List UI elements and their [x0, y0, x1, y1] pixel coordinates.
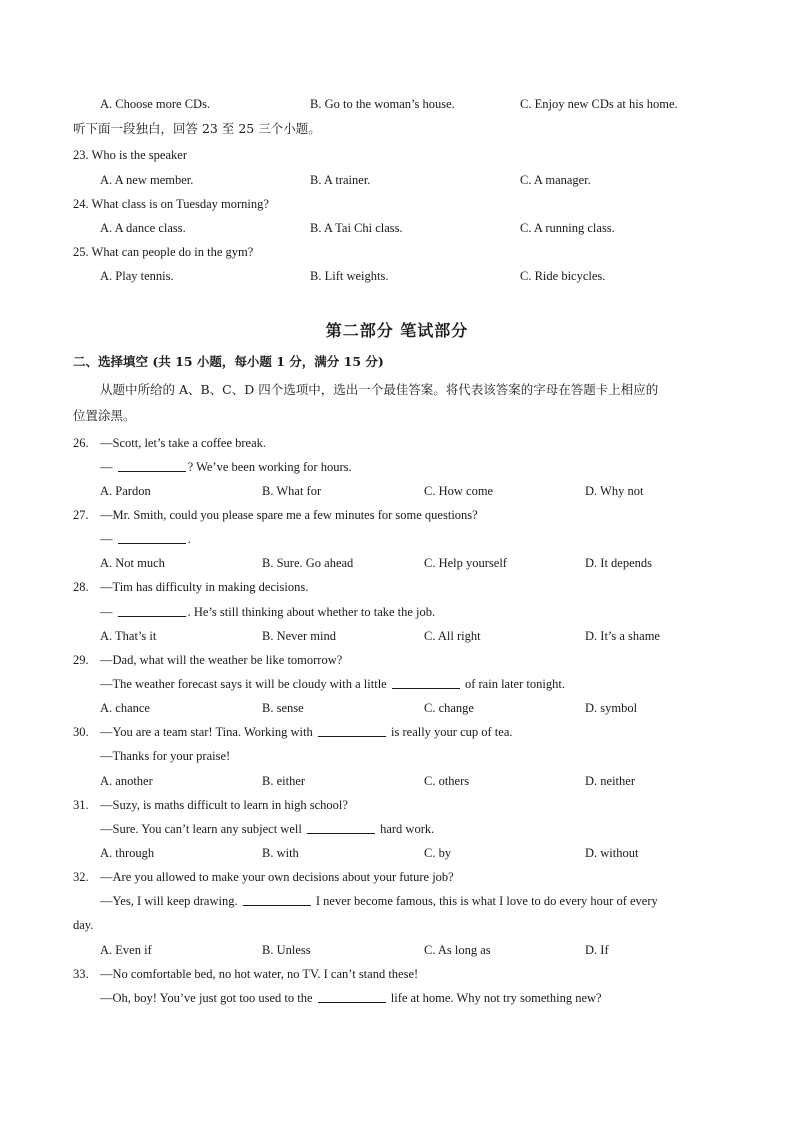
q32-number: 32. — [73, 870, 89, 884]
answer-blank — [118, 604, 186, 617]
q29-option-c: C. change — [424, 701, 474, 715]
q33-line-1: —No comfortable bed, no hot water, no TV. I can’t stand these! — [100, 967, 419, 981]
q32-line-3: day. — [73, 918, 94, 932]
q24-option-c: C. A running class. — [520, 221, 615, 235]
q33-line-2: —Oh, boy! You’ve just got too used to the life at home. Why not try something new? — [100, 991, 602, 1005]
q29-option-a: A. chance — [100, 701, 150, 715]
q32-line-2: —Yes, I will keep drawing. I never become famous, this is what I love to do every hour of every — [100, 894, 658, 908]
q28-option-d: D. It’s a shame — [585, 629, 660, 643]
q27-option-a: A. Not much — [100, 556, 165, 570]
part-title: 第二部分 笔试部分 — [325, 321, 469, 340]
q24-option-a: A. A dance class. — [100, 221, 186, 235]
q26-line-1: —Scott, let’s take a coffee break. — [100, 436, 267, 450]
q28-option-b: B. Never mind — [262, 629, 336, 643]
q27-option-b: B. Sure. Go ahead — [262, 556, 354, 570]
q23-stem: 23. Who is the speaker — [73, 148, 187, 162]
q25-stem: 25. What can people do in the gym? — [73, 245, 254, 259]
q26-number: 26. — [73, 436, 89, 450]
q26-line-2: — ? We’ve been working for hours. — [100, 460, 352, 474]
answer-blank — [307, 821, 375, 834]
q28-option-c: C. All right — [424, 629, 481, 643]
q22-option-c: C. Enjoy new CDs at his home. — [520, 97, 678, 111]
q24-stem: 24. What class is on Tuesday morning? — [73, 197, 269, 211]
q29-line-2: —The weather forecast says it will be cloudy with a little of rain later tonight. — [100, 677, 565, 691]
q33-number: 33. — [73, 967, 89, 981]
instruction-line-2: 位置涂黑。 — [73, 408, 136, 423]
q27-line-2: — . — [100, 532, 191, 546]
q30-line-1: —You are a team star! Tina. Working with is really your cup of tea. — [100, 725, 513, 739]
q29-line-1: —Dad, what will the weather be like tomorrow? — [100, 653, 343, 667]
q31-line-2: —Sure. You can’t learn any subject well hard work. — [100, 822, 435, 836]
instruction-line-1: 从题中所给的 A、B、C、D 四个选项中，选出一个最佳答案。将代表该答案的字母在答题卡上相应的 — [100, 382, 659, 397]
q27-option-c: C. Help yourself — [424, 556, 507, 570]
q30-line-2: —Thanks for your praise! — [100, 749, 231, 763]
q30-option-c: C. others — [424, 774, 470, 788]
q24-option-b: B. A Tai Chi class. — [310, 221, 403, 235]
q32-option-d: D. If — [585, 943, 609, 957]
q23-option-a: A. A new member. — [100, 173, 194, 187]
q22-option-b: B. Go to the woman’s house. — [310, 97, 455, 111]
q31-number: 31. — [73, 798, 89, 812]
q30-option-b: B. either — [262, 774, 306, 788]
q31-option-b: B. with — [262, 846, 299, 860]
answer-blank — [118, 459, 186, 472]
q28-option-a: A. That’s it — [100, 629, 157, 643]
q29-option-b: B. sense — [262, 701, 304, 715]
q29-option-d: D. symbol — [585, 701, 638, 715]
q26-option-b: B. What for — [262, 484, 322, 498]
q26-option-c: C. How come — [424, 484, 494, 498]
answer-blank — [243, 893, 311, 906]
q26-option-d: D. Why not — [585, 484, 644, 498]
q31-option-d: D. without — [585, 846, 639, 860]
q26-option-a: A. Pardon — [100, 484, 151, 498]
q28-number: 28. — [73, 580, 89, 594]
q30-option-d: D. neither — [585, 774, 635, 788]
q23-option-b: B. A trainer. — [310, 173, 371, 187]
q28-line-2: — . He’s still thinking about whether to take the job. — [100, 605, 436, 619]
q28-line-1: —Tim has difficulty in making decisions. — [100, 580, 309, 594]
q29-number: 29. — [73, 653, 89, 667]
q30-option-a: A. another — [100, 774, 153, 788]
q32-option-c: C. As long as — [424, 943, 491, 957]
q22-option-a: A. Choose more CDs. — [100, 97, 211, 111]
q30-number: 30. — [73, 725, 89, 739]
q25-option-a: A. Play tennis. — [100, 269, 174, 283]
q27-line-1: —Mr. Smith, could you please spare me a few minutes for some questions? — [100, 508, 478, 522]
answer-blank — [118, 531, 186, 544]
q32-line-1: —Are you allowed to make your own decisions about your future job? — [100, 870, 454, 884]
answer-blank — [318, 724, 386, 737]
q23-option-c: C. A manager. — [520, 173, 591, 187]
q31-option-a: A. through — [100, 846, 155, 860]
answer-blank — [392, 676, 460, 689]
answer-blank — [318, 990, 386, 1003]
q31-line-1: —Suzy, is maths difficult to learn in high school? — [100, 798, 348, 812]
q27-number: 27. — [73, 508, 89, 522]
q27-option-d: D. It depends — [585, 556, 652, 570]
q32-option-a: A. Even if — [100, 943, 152, 957]
q25-option-b: B. Lift weights. — [310, 269, 389, 283]
section-heading: 二、选择填空 (共 15 小题，每小题 1 分，满分 15 分) — [73, 354, 384, 369]
monologue-instruction: 听下面一段独白，回答 23 至 25 三个小题。 — [73, 121, 321, 136]
q32-option-b: B. Unless — [262, 943, 311, 957]
q31-option-c: C. by — [424, 846, 452, 860]
q25-option-c: C. Ride bicycles. — [520, 269, 606, 283]
